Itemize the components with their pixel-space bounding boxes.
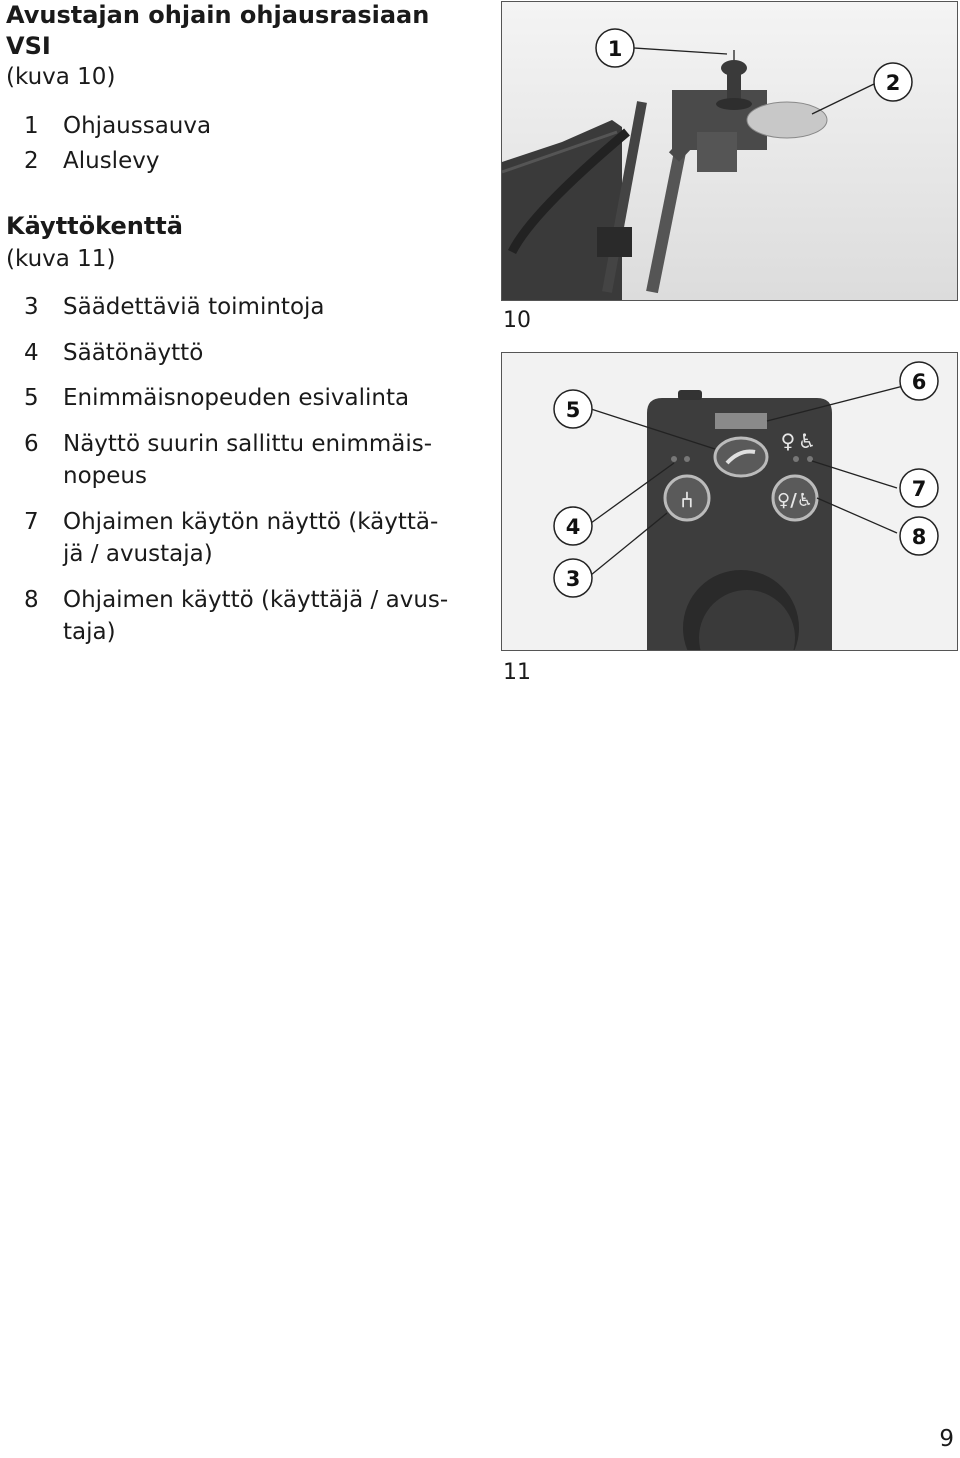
item-text: Aluslevy: [63, 148, 160, 174]
list-item: [24, 110, 464, 142]
item-number: 2: [24, 148, 39, 174]
item-number: 8: [24, 587, 39, 613]
callout-number: 2: [885, 71, 901, 95]
item-number: 4: [24, 340, 39, 366]
adjustment-display: [715, 413, 767, 429]
callout-number: 4: [565, 515, 581, 539]
seat-icon: ⑃: [680, 488, 694, 513]
item-text: Ohjaimen käytön näyttö (käyttä-: [63, 509, 439, 535]
max-speed-button: [715, 438, 767, 476]
callout-number: 1: [607, 37, 623, 61]
item-text: Säätönäyttö: [63, 340, 204, 366]
wheelchair-icon: ♿: [798, 429, 816, 453]
callout-number: 8: [911, 525, 927, 549]
item-text: Ohjaimen käyttö (käyttäjä / avus-: [63, 587, 449, 613]
section-title-control-panel: Käyttökenttä: [6, 212, 183, 240]
list-item: [24, 506, 464, 570]
list-item: [24, 382, 464, 414]
item-text-continued: nopeus: [63, 463, 147, 489]
list-item: [24, 428, 464, 492]
item-text-continued: jä / avustaja): [63, 541, 213, 567]
item-number: 7: [24, 509, 39, 535]
list-item: [24, 337, 464, 369]
item-text-continued: taja): [63, 619, 116, 645]
attendant-control-illustration: [502, 2, 957, 300]
page-number: 9: [939, 1426, 954, 1452]
list-item: [24, 291, 464, 323]
figure-10-photo: [501, 1, 958, 301]
item-text: Ohjaussauva: [63, 113, 212, 139]
callout-number: 6: [911, 370, 927, 394]
figure-reference: (kuva 10): [6, 64, 116, 90]
figure-11-photo: [501, 352, 958, 651]
figure-number: 11: [503, 660, 531, 685]
list-item: [24, 584, 464, 648]
item-text: Säädettäviä toimintoja: [63, 294, 325, 320]
section-title-controller-line2: VSI: [6, 32, 51, 60]
figure-reference: (kuva 11): [6, 246, 116, 272]
figure-number: 10: [503, 308, 531, 333]
item-number: 6: [24, 431, 39, 457]
section-title-controller: Avustajan ohjain ohjausrasiaan: [6, 1, 430, 29]
item-number: 1: [24, 113, 39, 139]
item-number: 5: [24, 385, 39, 411]
control-panel-illustration: [502, 353, 957, 650]
item-text: Enimmäisnopeuden esivalinta: [63, 385, 410, 411]
item-text: Näyttö suurin sallittu enimmäis-: [63, 431, 433, 457]
callout-number: 7: [911, 477, 927, 501]
list-item: [24, 145, 464, 177]
attendant-icon: ♀: [780, 429, 796, 453]
callout-number: 5: [565, 398, 581, 422]
item-number: 3: [24, 294, 39, 320]
callout-number: 3: [565, 567, 581, 591]
user-attendant-icon: ♀/♿: [777, 490, 813, 511]
